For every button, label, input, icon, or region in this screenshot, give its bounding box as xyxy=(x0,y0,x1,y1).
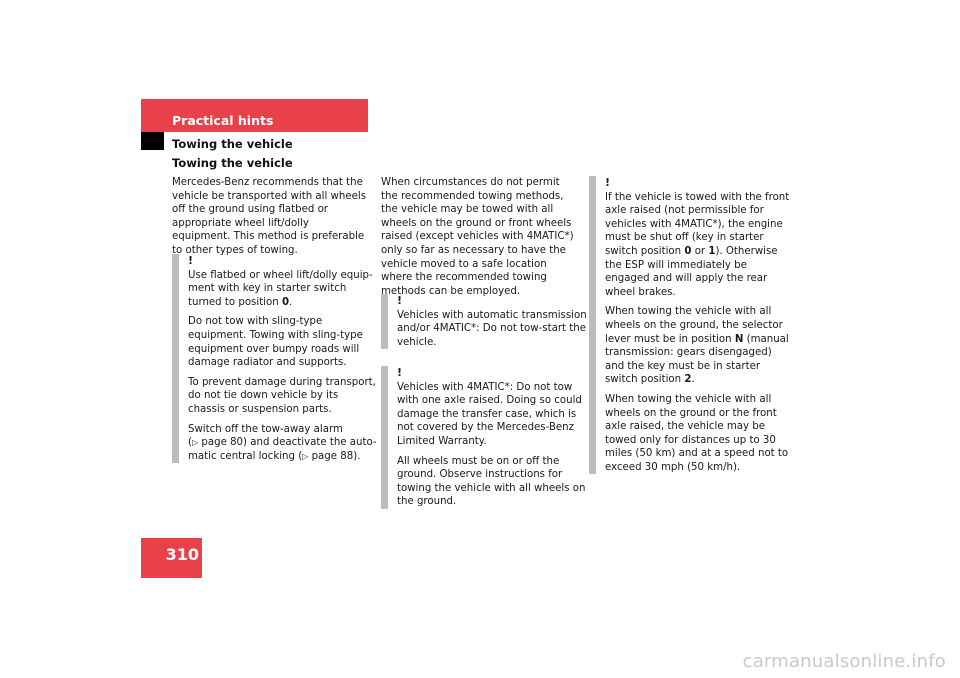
watermark: carmanualsonline.info xyxy=(742,651,946,672)
chapter-title: Practical hints xyxy=(172,113,274,128)
page-reference-link[interactable]: page 88 xyxy=(311,450,354,462)
column-2 xyxy=(381,176,577,304)
section-subtitle: Towing the vehicle xyxy=(172,137,293,151)
page-reference-icon: ▷ xyxy=(302,451,309,461)
note-paragraph: Vehicles with automatic transmission and/or 4MATIC*: Do not tow-start the vehicle. xyxy=(397,309,587,348)
note-paragraph: When towing the vehicle with all wheels on the ground or the front axle raised, the vehicle may be towed only for distances up to 30 miles (50 km) and at a speed not to exceed 30 mph (50 km/h). xyxy=(605,393,789,473)
note-paragraph: When towing the vehicle with all wheels on the ground, the selector lever must be in position N (manual transmission: gears disengaged) and the key must be in starter switch position 2. xyxy=(605,306,789,386)
note-paragraph: Vehicles with 4MATIC*: Do not tow with one axle raised. Doing so could damage the transfer case, which is not covered by the Mercedes-Benz Limited Warranty. xyxy=(397,381,582,447)
note-box-3 xyxy=(381,366,587,509)
note-box-4 xyxy=(589,176,791,474)
warning-icon: ! xyxy=(188,254,194,267)
page-number: 310 xyxy=(165,545,199,564)
note-paragraph: Use flatbed or wheel lift/dolly equip-ment with key in starter switch turned to position 0. xyxy=(188,269,373,308)
note-paragraph: Switch off the tow-away alarm (▷ page 80) and deactivate the auto-matic central locking (▷ page 88). xyxy=(188,423,377,462)
column-1 xyxy=(172,176,368,264)
section-tab-marker xyxy=(141,132,164,150)
note-paragraph: If the vehicle is towed with the front axle raised (not permissible for vehicles with 4MATIC*), the engine must be shut off (key in starter switch position 0 or 1). Otherwise the ESP will immediately be engaged and will apply the rear wheel brakes. xyxy=(605,191,790,298)
warning-icon: ! xyxy=(397,366,403,379)
intro-paragraph: When circumstances do not permit the recommended towing methods, the vehicle may be towed with all wheels on the ground or front wheels raised (except vehicles with 4MATIC*) only so far as necessary to have the vehicle moved to a safe location where the recommended towing methods can be employed. xyxy=(381,177,574,297)
note-paragraph: To prevent damage during transport, do not tie down vehicle by its chassis or suspension parts. xyxy=(188,376,376,415)
note-box-1 xyxy=(172,254,378,463)
warning-icon: ! xyxy=(605,176,611,189)
note-paragraph: All wheels must be on or off the ground. Observe instructions for towing the vehicle with all wheels on the ground. xyxy=(397,455,586,508)
intro-paragraph: Mercedes-Benz recommends that the vehicle be transported with all wheels off the ground using flatbed or appropriate wheel lift/dolly equipment. This method is preferable to other types of towing. xyxy=(172,177,366,256)
warning-icon: ! xyxy=(397,294,403,307)
section-heading: Towing the vehicle xyxy=(172,156,293,170)
page-reference-link[interactable]: page 80 xyxy=(201,437,244,449)
note-box-2 xyxy=(381,294,587,349)
note-paragraph: Do not tow with sling-type equipment. Towing with sling-type equipment over bumpy roads will damage radiator and supports. xyxy=(188,316,363,369)
page-reference-icon: ▷ xyxy=(191,438,199,448)
